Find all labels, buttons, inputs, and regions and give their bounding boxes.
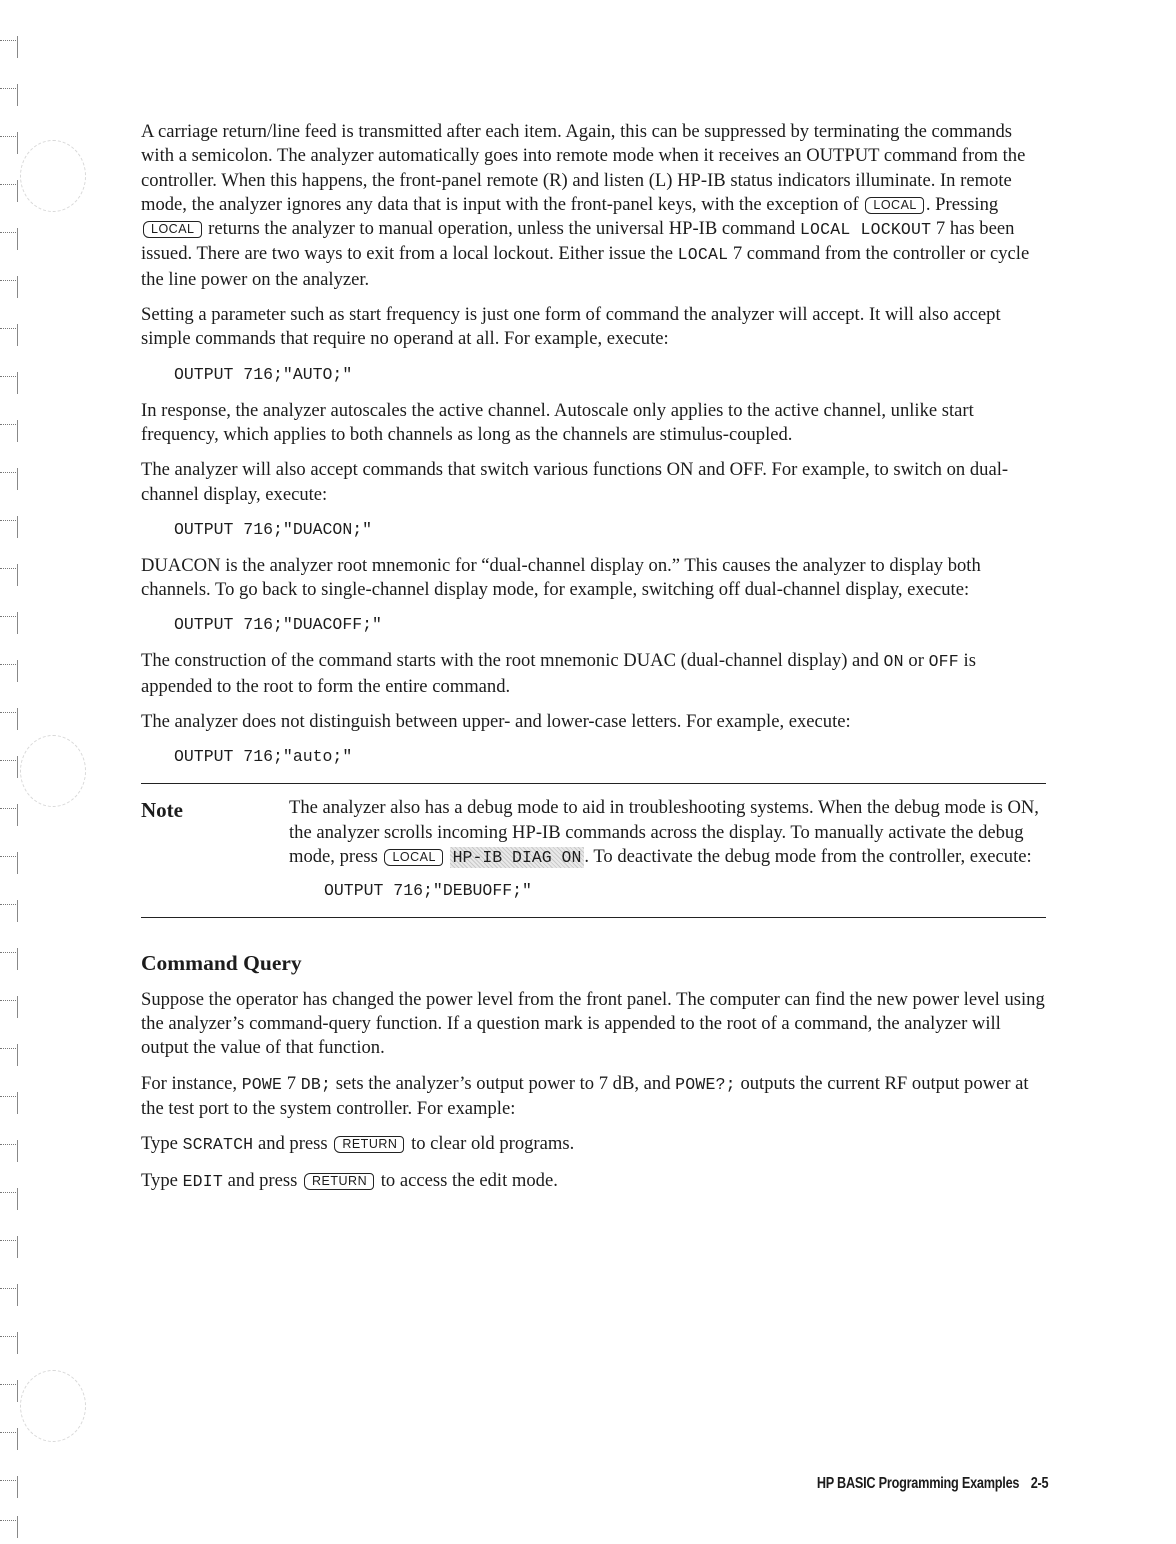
- page-footer: [816, 1475, 1048, 1493]
- punch-hole: [20, 140, 86, 212]
- paragraph: In response, the analyzer autoscales the active channel. Autoscale only applies to the active channel, unlike start frequency, which applies to both channels as long as the channels are stimulus-coupled.: [141, 399, 974, 445]
- code-line: OUTPUT 716;"DUACON;": [174, 519, 373, 539]
- paragraph: [141, 1072, 1046, 1122]
- local-key: LOCAL: [865, 197, 924, 214]
- section-heading: Command Query: [141, 950, 302, 975]
- paragraph: [141, 1132, 1046, 1157]
- return-key: RETURN: [304, 1173, 374, 1190]
- punch-hole: [20, 1370, 86, 1442]
- local-key: LOCAL: [143, 221, 202, 238]
- page-number: 2-5: [1030, 1475, 1048, 1492]
- text: to clear old programs.: [411, 1133, 575, 1155]
- softkey-hpib-diag-on: HP-IB DIAG ON: [450, 847, 585, 868]
- text: The construction of the command starts with the root mnemonic DUAC (dual-channel display) and: [141, 650, 879, 672]
- text: Type: [141, 1133, 178, 1155]
- note-body: [289, 796, 1046, 903]
- text: 7 has been issued. There are two ways to exit from a local lockout. Either issue the: [141, 218, 1015, 265]
- text: returns the analyzer to manual operation, unless the universal HP-IB command: [208, 218, 796, 240]
- paragraph: Suppose the operator has changed the power level from the front panel. The computer can find the new power level using the analyzer’s command-query function. If a question mark is appended to the root of a command, the analyzer will output the value of that function.: [141, 988, 1045, 1059]
- footer-title: HP BASIC Programming Examples: [816, 1475, 1019, 1492]
- punch-hole: [20, 735, 86, 807]
- text: For instance,: [141, 1072, 238, 1094]
- local-key: LOCAL: [384, 849, 443, 866]
- mnemonic: POWE: [241, 1074, 283, 1094]
- code-line: OUTPUT 716;"DEBUOFF;": [324, 880, 532, 900]
- paragraph: [141, 649, 1046, 699]
- note-box: [141, 783, 1046, 918]
- mnemonic: POWE?;: [675, 1074, 736, 1094]
- text: A carriage return/line feed is transmitted after each item. Again, this can be suppressed by terminating the commands with a semicolon. The analyzer automatically goes into remote mode when it receives an OUTPUT command from the controller. When this happens, the front-panel remote (R) and listen (L) HP-IB status indicators illuminate. In remote mode, the analyzer ignores any data that is input with the front-panel keys, with the exception of: [141, 121, 1026, 215]
- mnemonic: DB;: [300, 1074, 332, 1094]
- text: and press: [227, 1169, 298, 1191]
- mnemonic: ON: [883, 652, 904, 672]
- page-content: [141, 120, 1046, 1205]
- paragraph: The analyzer does not distinguish between upper- and lower-case letters. For example, execute:: [141, 711, 851, 733]
- text: to access the edit mode.: [380, 1169, 558, 1191]
- text: or: [908, 650, 924, 672]
- text: 7 command from the controller or cycle the line power on the analyzer.: [141, 243, 1030, 290]
- paragraph: [141, 1169, 1046, 1194]
- text: . Pressing: [925, 193, 999, 215]
- text: 7: [286, 1072, 297, 1094]
- paragraph: The analyzer will also accept commands that switch various functions ON and OFF. For example, to switch on dual-channel display, execute:: [141, 459, 1009, 505]
- text: . To deactivate the debug mode from the controller, execute:: [584, 846, 1032, 868]
- text: Type: [141, 1169, 178, 1191]
- text: is appended to the root to form the entire command.: [141, 650, 976, 697]
- mnemonic: LOCAL: [677, 245, 729, 265]
- mnemonic: EDIT: [182, 1171, 223, 1191]
- mnemonic: OFF: [928, 652, 959, 672]
- text: sets the analyzer’s output power to 7 dB, and: [335, 1072, 671, 1094]
- text: outputs the current RF output power at the test port to the system controller. For example:: [141, 1072, 1029, 1120]
- text: The analyzer also has a debug mode to aid in troubleshooting systems. When the debug mode is ON, the analyzer scrolls incoming HP-IB commands across the display. To manually activate the debug mode, press: [289, 797, 1039, 868]
- mnemonic: SCRATCH: [182, 1135, 254, 1155]
- paragraph: DUACON is the analyzer root mnemonic for “dual-channel display on.” This causes the analyzer to display both channels. To go back to single-channel display mode, for example, switching off dual-channel display, execute:: [141, 554, 981, 601]
- text: and press: [257, 1133, 328, 1155]
- return-key: RETURN: [334, 1136, 404, 1153]
- code-line: OUTPUT 716;"DUACOFF;": [174, 615, 382, 635]
- paragraph: [141, 120, 1046, 292]
- code-line: OUTPUT 716;"AUTO;": [174, 364, 353, 384]
- paragraph: Setting a parameter such as start frequency is just one form of command the analyzer will accept. It will also accept simple commands that require no operand at all. For example, execute:: [141, 304, 1001, 350]
- mnemonic: LOCAL LOCKOUT: [799, 220, 932, 240]
- code-line: OUTPUT 716;"auto;": [174, 747, 353, 767]
- note-label: Note: [141, 798, 183, 823]
